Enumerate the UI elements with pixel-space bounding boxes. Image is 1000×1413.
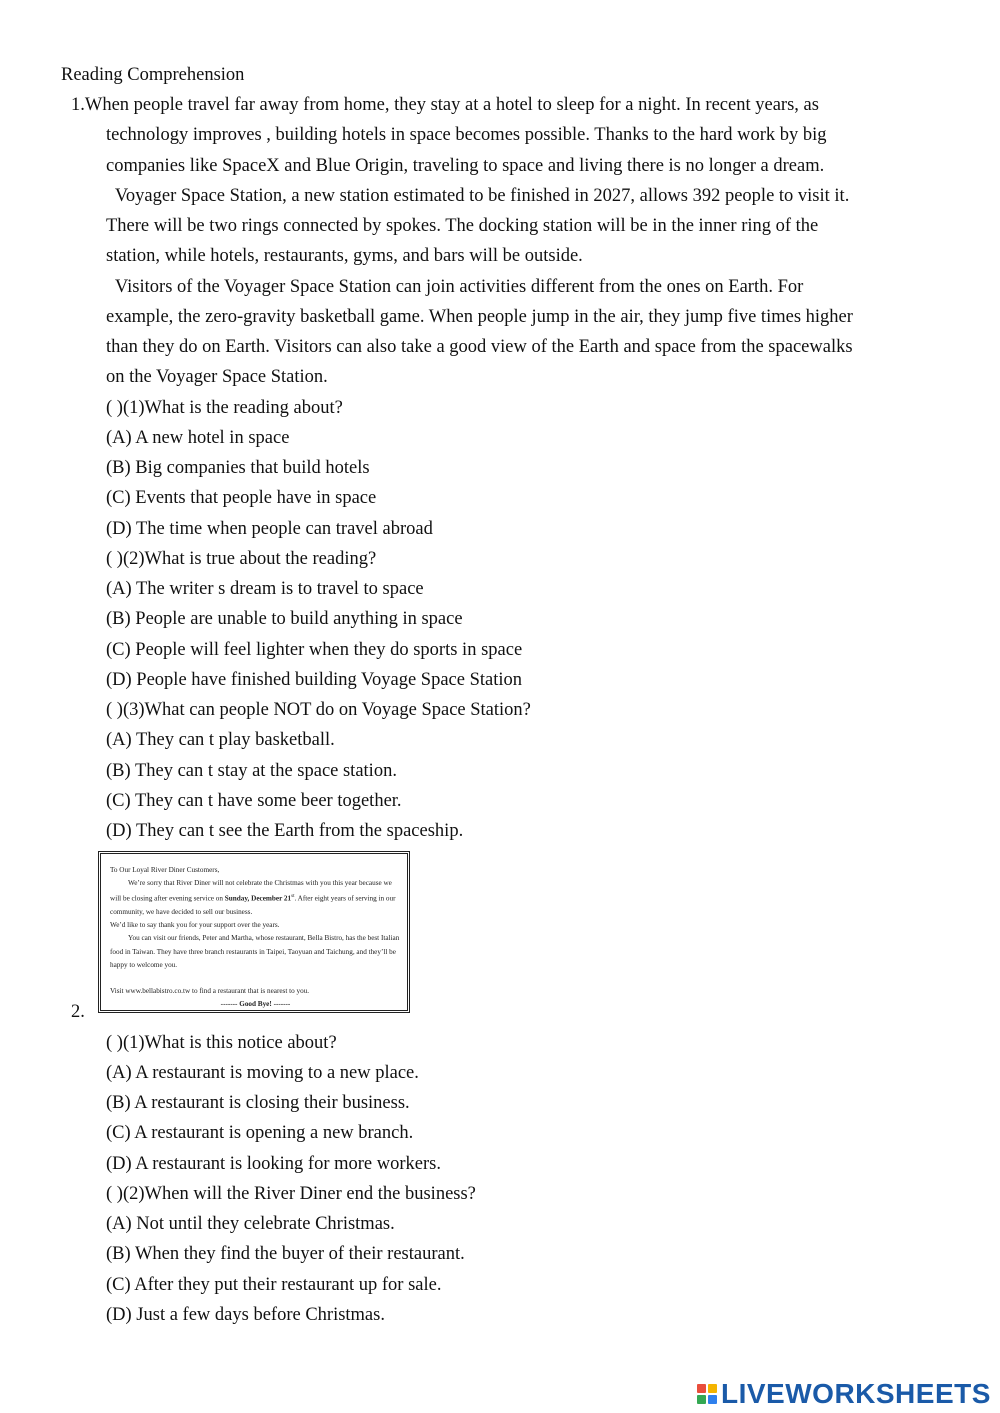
passage-1-line: Visitors of the Voyager Space Station can join activities different from the ones on Earth. For: [106, 277, 804, 297]
passage-1-line: technology improves , building hotels in space becomes possible. Thanks to the hard work by big: [106, 125, 827, 145]
section-number: 2.: [71, 1002, 85, 1022]
liveworksheets-logo: [697, 1376, 991, 1412]
logo-square: [708, 1395, 717, 1404]
notice-paragraph: We’re sorry that River Diner will not celebrate the Christmas with you this year because we will be closing after evening service on Sunday, December 21st. After eight years of serving in our community, we have decided to sell our business.: [110, 879, 396, 916]
question-prompt: ( )(1)What is this notice about?: [106, 1033, 337, 1053]
answer-option: (B) Big companies that build hotels: [106, 458, 370, 478]
passage-1-line: station, while hotels, restaurants, gyms, and bars will be outside.: [106, 246, 583, 266]
answer-option: (D) A restaurant is looking for more workers.: [106, 1154, 441, 1174]
answer-option: (B) When they find the buyer of their restaurant.: [106, 1244, 465, 1264]
page-title: Reading Comprehension: [61, 65, 245, 85]
question-prompt: ( )(1)What is the reading about?: [106, 398, 343, 418]
answer-option: (A) The writer s dream is to travel to space: [106, 579, 424, 599]
question-prompt: ( )(2)When will the River Diner end the business?: [106, 1184, 476, 1204]
notice-greeting: To Our Loyal River Diner Customers,: [110, 866, 220, 874]
notice-thanks: We’d like to say thank you for your support over the years.: [110, 921, 280, 930]
answer-option: (C) After they put their restaurant up for sale.: [106, 1275, 442, 1295]
answer-option: (C) People will feel lighter when they do sports in space: [106, 640, 523, 660]
restaurant-notice: [98, 851, 410, 1013]
logo-square: [697, 1384, 706, 1393]
answer-option: (C) They can t have some beer together.: [106, 791, 402, 811]
passage-1-line: example, the zero-gravity basketball game. When people jump in the air, they jump five times higher: [106, 307, 853, 327]
passage-1-first-line: 1.When people travel far away from home, they stay at a hotel to sleep for a night. In recent years, as: [71, 95, 819, 115]
answer-option: (D) The time when people can travel abroad: [106, 519, 433, 539]
notice-paragraph: You can visit our friends, Peter and Martha, whose restaurant, Bella Bistro, has the best Italian food in Taiwan. They have three branch restaurants in Taipei, Taoyuan and Taichung, and they’ll be happy to welcome you.: [110, 934, 400, 969]
question-prompt: ( )(3)What can people NOT do on Voyage Space Station?: [106, 700, 531, 720]
passage-1-line: There will be two rings connected by spokes. The docking station will be in the inner ring of the: [106, 216, 819, 236]
passage-1-line: on the Voyager Space Station.: [106, 367, 328, 387]
notice-goodbye: ------- Good Bye! -------: [220, 1000, 291, 1009]
passage-1-line: companies like SpaceX and Blue Origin, traveling to space and living there is no longer a dream.: [106, 156, 825, 176]
answer-option: (C) A restaurant is opening a new branch.: [106, 1123, 414, 1143]
answer-option: (B) People are unable to build anything in space: [106, 609, 463, 629]
answer-option: (A) Not until they celebrate Christmas.: [106, 1214, 395, 1234]
notice-visit: Visit www.bellabistro.co.tw to find a restaurant that is nearest to you.: [110, 987, 310, 996]
logo-grid-icon: [697, 1384, 717, 1404]
question-prompt: ( )(2)What is true about the reading?: [106, 549, 377, 569]
logo-text: LIVEWORKSHEETS: [721, 1378, 991, 1409]
answer-option: (D) They can t see the Earth from the spaceship.: [106, 821, 464, 841]
answer-option: (C) Events that people have in space: [106, 488, 377, 508]
answer-option: (B) A restaurant is closing their business.: [106, 1093, 410, 1113]
answer-option: (B) They can t stay at the space station.: [106, 761, 397, 781]
answer-option: (A) They can t play basketball.: [106, 730, 335, 750]
logo-square: [708, 1384, 717, 1393]
answer-option: (A) A new hotel in space: [106, 428, 290, 448]
answer-option: (A) A restaurant is moving to a new place.: [106, 1063, 419, 1083]
answer-option: (D) Just a few days before Christmas.: [106, 1305, 385, 1325]
logo-square: [697, 1395, 706, 1404]
answer-option: (D) People have finished building Voyage Space Station: [106, 670, 523, 690]
passage-1-line: Voyager Space Station, a new station estimated to be finished in 2027, allows 392 people to visit it.: [106, 186, 850, 206]
passage-1-line: than they do on Earth. Visitors can also take a good view of the Earth and space from the spacewalks: [106, 337, 853, 357]
